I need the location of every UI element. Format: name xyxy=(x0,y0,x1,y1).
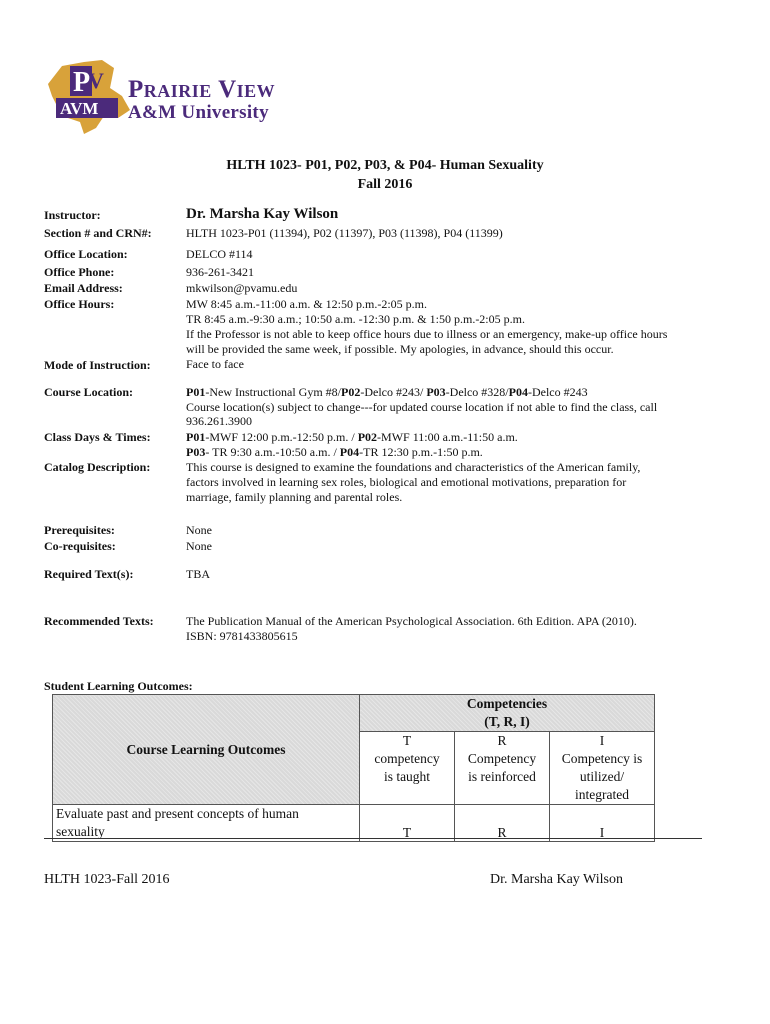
catalog-line3: marriage, family planning and parental roles. xyxy=(186,490,403,504)
loc-p01: P01 xyxy=(186,385,206,399)
location-note-line1: Course location(s) subject to change---for updated course location if not able to find the class, call xyxy=(186,400,658,414)
instructor-name: Dr. Marsha Kay Wilson xyxy=(186,206,339,222)
office-phone-label: Office Phone: xyxy=(44,265,115,279)
competency-t-header: T competency is taught xyxy=(360,732,455,805)
coreq-label: Co-requisites: xyxy=(44,539,116,553)
loc-p03: P03 xyxy=(426,385,446,399)
logo-text-line2: A&M University xyxy=(128,102,269,123)
page-divider xyxy=(44,838,702,839)
section-label: Section # and CRN#: xyxy=(44,226,152,240)
office-hours-line3: If the Professor is not able to keep office hours due to illness or an emergency, make-up office hours xyxy=(186,327,668,341)
course-location-value xyxy=(186,385,588,400)
recommended-text-label: Recommended Texts: xyxy=(44,614,154,628)
loc-p04: P04 xyxy=(508,385,528,399)
class-days-label: Class Days & Times: xyxy=(44,430,151,444)
office-hours-label: Office Hours: xyxy=(44,297,115,311)
course-title: HLTH 1023- P01, P02, P03, & P04- Human Sexuality xyxy=(226,158,544,173)
location-note-line2: 936.261.3900 xyxy=(186,414,252,428)
catalog-line2: factors involved in learning sex roles, biological and emotional motivations, preparation for xyxy=(186,475,627,489)
days-p01-text: -MWF 12:00 p.m.-12:50 p.m. / xyxy=(205,430,358,444)
footer-course: HLTH 1023-Fall 2016 xyxy=(44,872,170,887)
table-row xyxy=(53,805,655,842)
office-location-value: DELCO #114 xyxy=(186,247,253,261)
competency-i-header: I Competency is utilized/ integrated xyxy=(550,732,655,805)
course-outcomes-header: Course Learning Outcomes xyxy=(53,695,360,805)
days-p04: P04 xyxy=(339,445,360,459)
days-p02-text: -MWF 11:00 a.m.-11:50 a.m. xyxy=(377,430,518,444)
days-p02: P02 xyxy=(357,430,378,444)
email-label: Email Address: xyxy=(44,281,123,295)
loc-p01-text: -New Instructional Gym #8/ xyxy=(205,385,341,399)
course-term: Fall 2016 xyxy=(357,177,413,192)
mode-label: Mode of Instruction: xyxy=(44,358,151,372)
required-text-value: TBA xyxy=(186,567,210,581)
loc-p02: P02 xyxy=(340,385,361,399)
office-phone-value: 936-261-3421 xyxy=(186,265,254,279)
class-days-line1 xyxy=(186,430,518,445)
recommended-text-line1: The Publication Manual of the American Psychological Association. 6th Edition. APA (2010). xyxy=(186,614,637,628)
footer-instructor: Dr. Marsha Kay Wilson xyxy=(490,872,623,887)
prereq-value: None xyxy=(186,523,212,537)
section-value: HLTH 1023-P01 (11394), P02 (11397), P03 (11398), P04 (11399) xyxy=(186,226,503,240)
outcome-t-value: T xyxy=(360,805,455,842)
outcome-r-value: R xyxy=(455,805,550,842)
competencies-header: Competencies (T, R, I) xyxy=(360,695,655,732)
coreq-value: None xyxy=(186,539,212,553)
days-p03: P03 xyxy=(186,445,206,459)
mode-value: Face to face xyxy=(186,357,244,371)
logo-text-line1: Prairie View xyxy=(128,76,276,103)
pvamu-monogram-icon xyxy=(44,58,134,138)
svg-text:AVM: AVM xyxy=(60,99,99,118)
recommended-text-line2: ISBN: 9781433805615 xyxy=(186,629,298,643)
competency-r-header: R Competency is reinforced xyxy=(455,732,550,805)
outcome-text: Evaluate past and present concepts of human sexuality xyxy=(53,805,360,842)
required-text-label: Required Text(s): xyxy=(44,567,134,581)
svg-text:V: V xyxy=(88,68,104,93)
learning-outcomes-table xyxy=(52,694,655,842)
office-hours-line1: MW 8:45 a.m.-11:00 a.m. & 12:50 p.m.-2:05 p.m. xyxy=(186,297,427,311)
instructor-label: Instructor: xyxy=(44,208,101,222)
prereq-label: Prerequisites: xyxy=(44,523,115,537)
days-p03-text: - TR 9:30 a.m.-10:50 a.m. / xyxy=(205,445,340,459)
learning-outcomes-label: Student Learning Outcomes: xyxy=(44,679,193,693)
office-location-label: Office Location: xyxy=(44,247,128,261)
svg-text:P: P xyxy=(73,67,91,98)
catalog-line1: This course is designed to examine the foundations and characteristics of the American family, xyxy=(186,460,641,474)
loc-p02-text: -Delco #243/ xyxy=(360,385,427,399)
email-value[interactable]: mkwilson@pvamu.edu xyxy=(186,281,298,295)
outcome-i-value: I xyxy=(550,805,655,842)
loc-p04-text: -Delco #243 xyxy=(527,385,588,399)
class-days-line2 xyxy=(186,445,483,460)
loc-p03-text: -Delco #328/ xyxy=(445,385,509,399)
days-p01: P01 xyxy=(186,430,206,444)
office-hours-line4: will be provided the same week, if possible. My apologies, in advance, should this occur. xyxy=(186,342,614,356)
catalog-label: Catalog Description: xyxy=(44,460,151,474)
days-p04-text: -TR 12:30 p.m.-1:50 p.m. xyxy=(359,445,483,459)
office-hours-line2: TR 8:45 a.m.-9:30 a.m.; 10:50 a.m. -12:30 p.m. & 1:50 p.m.-2:05 p.m. xyxy=(186,312,525,326)
course-location-label: Course Location: xyxy=(44,385,133,399)
